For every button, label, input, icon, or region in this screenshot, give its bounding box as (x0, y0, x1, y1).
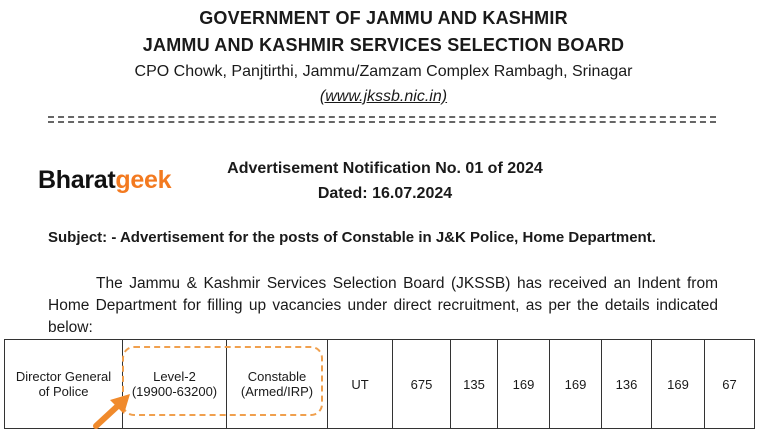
value-cell: 169 (550, 340, 602, 429)
header-government: GOVERNMENT OF JAMMU AND KASHMIR (199, 8, 568, 28)
arrow-pointer-icon (90, 392, 136, 432)
divider (48, 121, 716, 123)
intro-paragraph (48, 273, 718, 339)
department-line1: Director General (15, 369, 112, 384)
value-cell: 675 (393, 340, 451, 429)
value-cell: 169 (652, 340, 705, 429)
divider (48, 116, 716, 118)
subject-line: Subject: - Advertisement for the posts of Constable in J&K Police, Home Department. (48, 229, 656, 246)
value-cell: 67 (705, 340, 755, 429)
bharatgeek-logo (38, 166, 171, 195)
header-address: CPO Chowk, Panjtirthi, Jammu/Zamzam Complex Rambagh, Srinagar (134, 63, 633, 80)
cadre-cell: UT (328, 340, 393, 429)
value-cell: 169 (498, 340, 550, 429)
pay-level-line1: Level-2 (153, 369, 196, 384)
department-line2: of Police (38, 384, 89, 399)
pay-level-line2: (19900-63200) (131, 384, 218, 399)
post-line1: Constable (247, 369, 307, 384)
post-line2: (Armed/IRP) (240, 384, 314, 399)
paragraph-text: The Jammu & Kashmir Services Selection Board (JKSSB) has received an Indent from Home Department for filling up vacancies under direct recruitment, as per the details indicated below: (48, 275, 718, 336)
header-website[interactable] (0, 88, 767, 106)
notification-date: Dated: 16.07.2024 (317, 185, 453, 202)
logo-text-part2: geek (115, 166, 172, 194)
value-cell: 135 (451, 340, 498, 429)
notification-title: Advertisement Notification No. 01 of 2024 (227, 160, 543, 177)
header-board: JAMMU AND KASHMIR SERVICES SELECTION BOARD (142, 35, 625, 55)
website-link[interactable]: (www.jkssb.nic.in) (319, 88, 448, 105)
value-cell: 136 (602, 340, 652, 429)
logo-text-part1: Bharat (38, 166, 116, 194)
highlight-box (122, 346, 323, 416)
